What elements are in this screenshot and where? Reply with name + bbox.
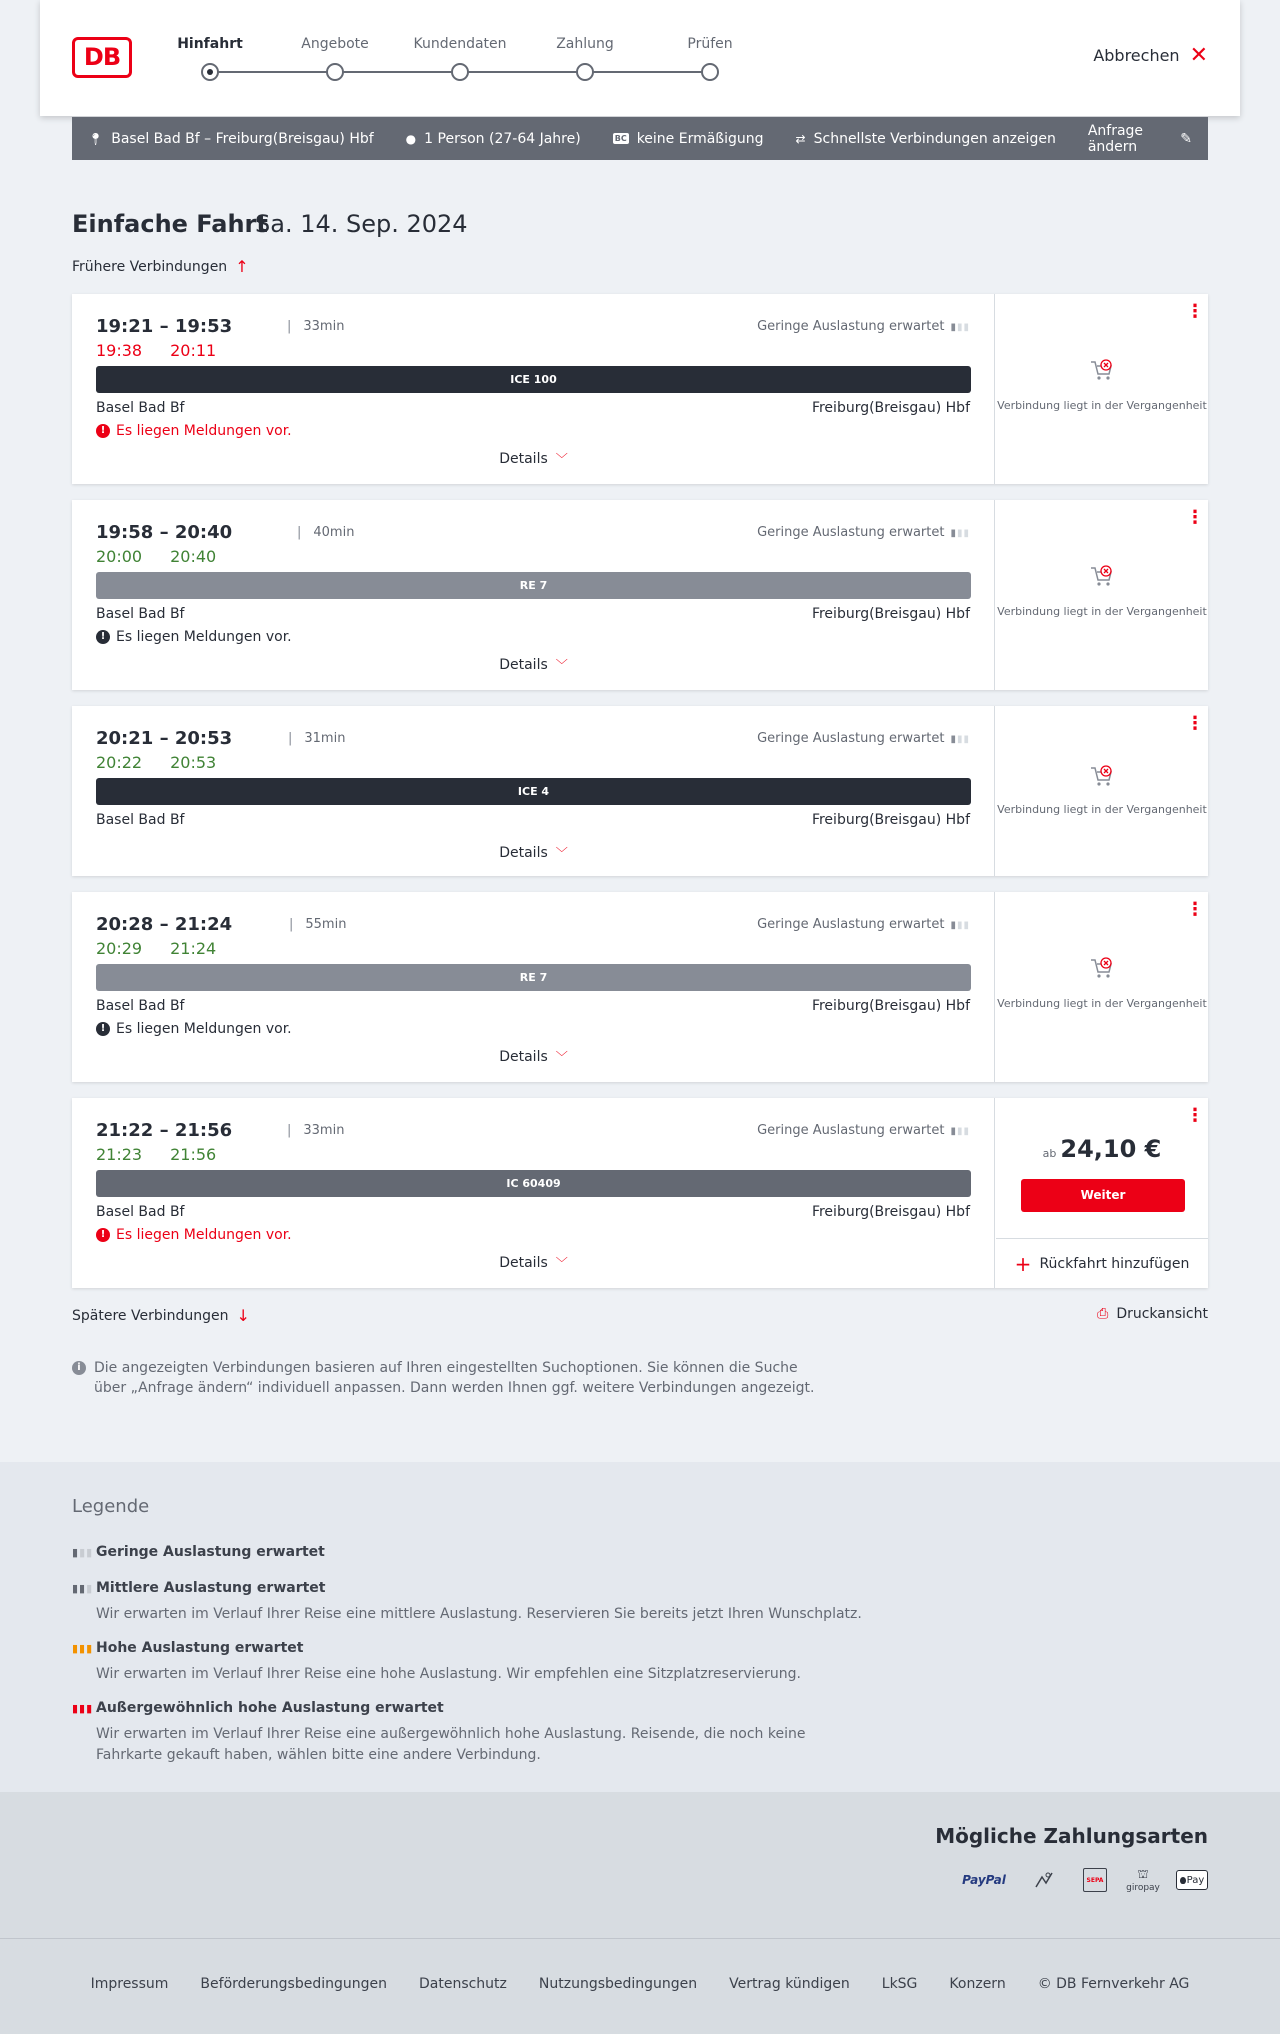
direct-debit-icon — [1032, 1868, 1056, 1892]
connection-duration — [289, 917, 346, 932]
giropay-symbol: ⛫ — [1137, 1867, 1149, 1881]
realtime-arrival: 20:11 — [170, 341, 217, 360]
notice-message — [96, 629, 292, 645]
train-line-bar[interactable]: ICE 4 — [96, 778, 971, 805]
connection-times: 20:28 – 21:24 — [96, 914, 233, 935]
connection-duration — [287, 319, 344, 334]
summary-route — [88, 131, 374, 147]
occupancy-info[interactable] — [757, 917, 970, 932]
legend-item-desc: Wir erwarten im Verlauf Ihrer Reise eine hohe Auslastung. Wir empfehlen eine Sitzplatzreservierung. — [96, 1666, 801, 1682]
apple-pay-label: Pay — [1186, 1874, 1205, 1886]
connection-times: 21:22 – 21:56 — [96, 1120, 233, 1141]
footer-link-konzern[interactable]: Konzern — [949, 1976, 1006, 1992]
duration-text: 31min — [304, 731, 346, 746]
train-line-bar[interactable]: RE 7 — [96, 964, 971, 991]
realtime-departure: 20:00 — [96, 547, 143, 566]
cart-unavailable-icon — [1088, 562, 1116, 590]
close-icon: ✕ — [1189, 42, 1208, 68]
more-options-icon[interactable]: ⋮ — [1186, 301, 1204, 322]
realtime-times — [96, 547, 244, 566]
step-kundendaten: Kundendaten — [413, 36, 507, 52]
footer-links — [0, 1976, 1280, 1992]
offer-panel — [996, 706, 1208, 876]
duration-text: 55min — [305, 917, 347, 932]
alert-icon: ! — [96, 424, 110, 438]
info-icon: i — [72, 1361, 86, 1375]
occupancy-info[interactable] — [757, 1123, 970, 1138]
apple-logo-icon — [1180, 1877, 1186, 1884]
past-connection-text: Verbindung liegt in der Vergangenheit — [997, 997, 1207, 1010]
info-text: Die angezeigten Verbindungen basieren auf Ihren eingestellten Suchoptionen. Sie können die Suche über „Anfrage ändern“ individuell anpassen. Dann werden Ihnen ggf. weitere Verbindungen angezeigt. — [94, 1360, 815, 1396]
arrival-station: Freiburg(Breisgau) Hbf — [811, 812, 970, 828]
footer-link-vertrag-kuendigen[interactable]: Vertrag kündigen — [729, 1976, 850, 1992]
separator: | — [297, 525, 302, 540]
realtime-departure: 19:38 — [96, 341, 143, 360]
more-options-icon[interactable]: ⋮ — [1186, 713, 1204, 734]
notice-text: Es liegen Meldungen vor. — [116, 629, 292, 645]
footer-link-impressum[interactable]: Impressum — [90, 1976, 169, 1992]
alert-icon: ! — [96, 1022, 110, 1036]
realtime-departure: 20:22 — [96, 753, 143, 772]
occupancy-low-icon: ▮▮▮ — [950, 1126, 970, 1137]
discount-text: keine Ermäßigung — [636, 130, 764, 147]
paypal-icon: PayPal — [962, 1873, 1006, 1887]
past-connection-text: Verbindung liegt in der Vergangenheit — [997, 803, 1207, 816]
separator: | — [287, 1123, 292, 1138]
cart-unavailable-icon — [1088, 954, 1116, 982]
summary-persons — [406, 131, 581, 147]
connection-card — [72, 500, 1208, 690]
cart-unavailable-icon — [1088, 356, 1116, 384]
realtime-departure: 21:23 — [96, 1145, 143, 1164]
offer-panel — [996, 294, 1208, 484]
more-options-icon[interactable]: ⋮ — [1186, 507, 1204, 528]
occupancy-text: Geringe Auslastung erwartet — [757, 319, 945, 334]
connection-card — [72, 294, 1208, 484]
page-footer — [0, 1938, 1280, 2034]
occupancy-low-icon: ▮▮▮ — [950, 322, 970, 333]
realtime-times — [96, 341, 244, 360]
return-trip-label: Rückfahrt hinzufügen — [1039, 1255, 1190, 1272]
more-options-icon[interactable]: ⋮ — [1186, 1105, 1204, 1126]
connection-main[interactable] — [72, 706, 995, 876]
realtime-times — [96, 1145, 244, 1164]
arrival-station: Freiburg(Breisgau) Hbf — [811, 400, 970, 416]
persons-text: 1 Person (27-64 Jahre) — [424, 130, 581, 147]
chevron-down-icon: ﹀ — [555, 1256, 568, 1270]
step-hinfahrt: Hinfahrt — [177, 36, 243, 52]
step-pruefen: Prüfen — [687, 36, 733, 52]
chevron-down-icon: ﹀ — [555, 846, 568, 860]
later-connections-link[interactable] — [72, 1306, 250, 1325]
summary-discount — [613, 131, 764, 147]
past-connection-text: Verbindung liegt in der Vergangenheit — [997, 399, 1207, 412]
earlier-label: Frühere Verbindungen — [72, 258, 228, 275]
change-request-label: Anfrage ändern — [1087, 122, 1144, 155]
connection-times: 19:58 – 20:40 — [96, 522, 233, 543]
chevron-down-icon: ﹀ — [555, 658, 568, 672]
details-label: Details — [499, 657, 548, 673]
occupancy-low-icon: ▮▮▮ — [72, 1546, 94, 1559]
footer-copyright: © DB Fernverkehr AG — [1037, 1976, 1190, 1992]
step-dot-hinfahrt — [201, 63, 219, 81]
alert-icon: ! — [96, 630, 110, 644]
location-pin-icon: 📍︎ — [88, 131, 104, 146]
occupancy-info[interactable] — [757, 731, 970, 746]
train-line-bar[interactable]: ICE 100 — [96, 366, 971, 393]
duration-text: 33min — [303, 1123, 345, 1138]
alert-icon: ! — [96, 1228, 110, 1242]
arrow-up-icon: ↑ — [235, 257, 249, 276]
occupancy-text: Geringe Auslastung erwartet — [757, 525, 945, 540]
notice-message — [96, 1021, 292, 1037]
arrow-down-icon: ↓ — [236, 1306, 250, 1325]
separator: | — [288, 731, 293, 746]
cancel-label: Abbrechen — [1093, 46, 1180, 65]
more-options-icon[interactable]: ⋮ — [1186, 899, 1204, 920]
legend-item-desc: Wir erwarten im Verlauf Ihrer Reise eine mittlere Auslastung. Reservieren Sie bereits jetzt Ihren Wunschplatz. — [96, 1606, 862, 1622]
connection-main[interactable] — [72, 294, 995, 484]
change-request-button[interactable] — [1088, 123, 1192, 155]
step-angebote: Angebote — [301, 36, 369, 52]
giropay-label: giropay — [1126, 1883, 1160, 1893]
realtime-times — [96, 939, 244, 958]
print-view-link[interactable] — [1097, 1306, 1208, 1322]
occupancy-text: Geringe Auslastung erwartet — [757, 917, 945, 932]
train-line-bar[interactable]: IC 60409 — [96, 1170, 971, 1197]
pencil-icon: ✎ — [1180, 130, 1192, 147]
legend-item-title: Außergewöhnlich hohe Auslastung erwartet — [96, 1700, 444, 1716]
printer-icon: ⎙ — [1097, 1306, 1109, 1322]
occupancy-high-icon: ▮▮▮ — [72, 1642, 94, 1655]
arrival-station: Freiburg(Breisgau) Hbf — [811, 606, 970, 622]
chevron-down-icon: ﹀ — [555, 1050, 568, 1064]
route-text: Basel Bad Bf – Freiburg(Breisgau) Hbf — [111, 130, 374, 147]
step-dot-zahlung — [576, 63, 594, 81]
occupancy-info[interactable] — [757, 319, 970, 334]
notice-text: Es liegen Meldungen vor. — [116, 1021, 292, 1037]
payment-methods-section — [0, 1792, 1280, 1938]
sepa-icon: SEPA — [1083, 1868, 1107, 1892]
offer-panel — [996, 892, 1208, 1082]
details-label: Details — [499, 845, 548, 861]
occupancy-text: Geringe Auslastung erwartet — [757, 731, 945, 746]
arrival-station: Freiburg(Breisgau) Hbf — [811, 1204, 970, 1220]
step-dot-angebote — [326, 63, 344, 81]
separator: | — [287, 319, 292, 334]
connection-duration — [297, 525, 354, 540]
connection-card — [72, 1098, 1208, 1288]
occupancy-low-icon: ▮▮▮ — [950, 734, 970, 745]
notice-text: Es liegen Meldungen vor. — [116, 423, 292, 439]
giropay-icon — [1126, 1868, 1160, 1892]
duration-text: 40min — [313, 525, 355, 540]
price — [996, 1135, 1208, 1163]
details-toggle[interactable] — [72, 1254, 995, 1271]
notice-message — [96, 423, 292, 439]
cancel-button[interactable] — [1093, 42, 1208, 68]
legend-item-desc: Wir erwarten im Verlauf Ihrer Reise eine außergewöhnlich hohe Auslastung. Reisende, die noch keine Fahrkarte gekauft haben, wählen bitte eine andere Verbindung. — [96, 1726, 806, 1763]
occupancy-very-high-icon: ▮▮▮ — [72, 1702, 94, 1715]
earlier-connections-link[interactable] — [72, 257, 249, 276]
payment-title: Mögliche Zahlungsarten — [935, 1824, 1208, 1848]
details-toggle[interactable] — [72, 844, 995, 861]
connection-duration — [288, 731, 345, 746]
realtime-arrival: 20:40 — [170, 547, 217, 566]
swap-icon: ⇄ — [795, 131, 806, 146]
occupancy-low-icon: ▮▮▮ — [950, 920, 970, 931]
legend-item-title: Hohe Auslastung erwartet — [96, 1640, 304, 1656]
apple-pay-icon — [1176, 1870, 1208, 1890]
separator: | — [289, 917, 294, 932]
cart-unavailable-icon — [1088, 762, 1116, 790]
add-return-trip-button[interactable] — [996, 1238, 1208, 1288]
footer-link-lksg[interactable]: LkSG — [881, 1976, 918, 1992]
info-note — [72, 1358, 832, 1398]
train-line-bar[interactable]: RE 7 — [96, 572, 971, 599]
price-amount: 24,10 € — [1060, 1135, 1162, 1163]
details-label: Details — [499, 451, 548, 467]
legend-section — [0, 1462, 1280, 1792]
footer-link-datenschutz[interactable]: Datenschutz — [418, 1976, 507, 1992]
later-label: Spätere Verbindungen — [72, 1307, 229, 1324]
connection-times: 20:21 – 20:53 — [96, 728, 233, 749]
continue-button[interactable]: Weiter — [1021, 1179, 1185, 1212]
step-zahlung: Zahlung — [556, 36, 614, 52]
departure-station: Basel Bad Bf — [96, 812, 185, 828]
details-label: Details — [499, 1049, 548, 1065]
realtime-arrival: 21:56 — [170, 1145, 217, 1164]
travel-date: Sa. 14. Sep. 2024 — [255, 210, 468, 238]
chevron-down-icon: ﹀ — [555, 452, 568, 466]
duration-text: 33min — [303, 319, 345, 334]
notice-message — [96, 1227, 292, 1243]
plus-icon: + — [1014, 1251, 1032, 1276]
past-connection-text: Verbindung liegt in der Vergangenheit — [997, 605, 1207, 618]
footer-link-nutzungsbedingungen[interactable]: Nutzungsbedingungen — [538, 1976, 698, 1992]
booking-header — [40, 0, 1240, 116]
departure-station: Basel Bad Bf — [96, 1204, 185, 1220]
person-icon: ● — [405, 131, 417, 146]
occupancy-info[interactable] — [757, 525, 970, 540]
page-title: Einfache Fahrt — [72, 210, 268, 238]
step-dot-pruefen — [701, 63, 719, 81]
departure-station: Basel Bad Bf — [96, 998, 185, 1014]
notice-text: Es liegen Meldungen vor. — [116, 1227, 292, 1243]
connection-duration — [287, 1123, 344, 1138]
arrival-station: Freiburg(Breisgau) Hbf — [811, 998, 970, 1014]
connection-card — [72, 706, 1208, 876]
legend-title: Legende — [72, 1496, 150, 1517]
realtime-arrival: 20:53 — [170, 753, 217, 772]
step-dot-kundendaten — [451, 63, 469, 81]
offer-panel — [996, 1098, 1208, 1288]
occupancy-medium-icon: ▮▮▮ — [72, 1582, 94, 1595]
connection-card — [72, 892, 1208, 1082]
details-toggle[interactable] — [72, 656, 995, 673]
search-summary-bar — [72, 117, 1208, 160]
fastest-text: Schnellste Verbindungen anzeigen — [813, 130, 1056, 147]
bahncard-icon: BC — [614, 134, 627, 143]
summary-fastest[interactable] — [796, 131, 1056, 147]
connection-times: 19:21 – 19:53 — [96, 316, 233, 337]
connection-main[interactable] — [72, 892, 995, 1082]
details-toggle[interactable] — [72, 1048, 995, 1065]
realtime-times — [96, 753, 244, 772]
price-prefix: ab — [1042, 1147, 1057, 1160]
connection-main[interactable] — [72, 1098, 995, 1288]
connection-main[interactable] — [72, 500, 995, 690]
realtime-arrival: 21:24 — [170, 939, 217, 958]
legend-item-title: Mittlere Auslastung erwartet — [96, 1580, 326, 1596]
db-logo[interactable]: DB — [72, 37, 132, 78]
occupancy-text: Geringe Auslastung erwartet — [757, 1123, 945, 1138]
realtime-departure: 20:29 — [96, 939, 143, 958]
occupancy-low-icon: ▮▮▮ — [950, 528, 970, 539]
departure-station: Basel Bad Bf — [96, 606, 185, 622]
footer-link-befoerderungsbedingungen[interactable]: Beförderungsbedingungen — [200, 1976, 387, 1992]
offer-panel — [996, 500, 1208, 690]
departure-station: Basel Bad Bf — [96, 400, 185, 416]
legend-item-title: Geringe Auslastung erwartet — [96, 1544, 325, 1560]
print-label: Druckansicht — [1116, 1306, 1208, 1322]
details-toggle[interactable] — [72, 450, 995, 467]
details-label: Details — [499, 1255, 548, 1271]
